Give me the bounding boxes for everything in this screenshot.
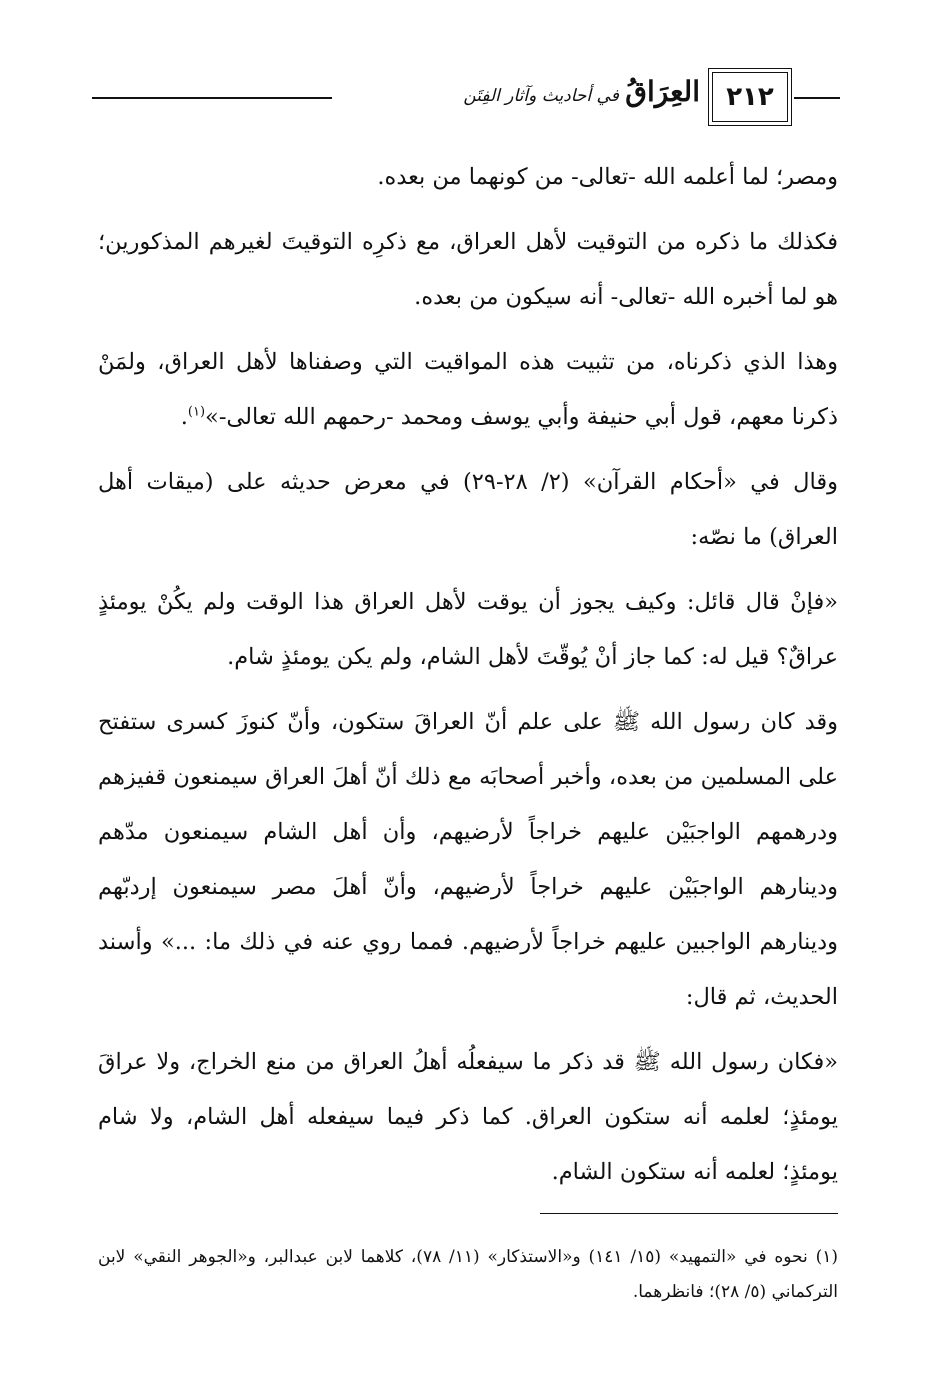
main-text [98,150,838,1200]
running-header [92,62,840,132]
page-number: ٢١٢ [712,72,788,122]
header-rule-left [92,97,332,99]
paragraph-1: ومصر؛ لما أعلمه الله -تعالى- من كونهما من بعده. [377,164,838,190]
page-number-box [708,68,792,126]
book-title-sub: في أحاديث وآثار الفِتَن [463,86,619,106]
book-title [334,72,700,116]
footnote-separator [540,1213,838,1214]
paragraph-4: وقال في «أحكام القرآن» (٢/ ٢٨-٢٩) في معرض حديثه على (ميقات أهل العراق) ما نصّه: [98,469,838,550]
paragraph-2: فكذلك ما ذكره من التوقيت لأهل العراق، مع ذكرِه التوقيتَ لغيرهم المذكورين؛ هو لما أخبره الله -تعالى- أنه سيكون من بعده. [98,229,838,310]
quote-paragraph-3: «فكان رسول الله ﷺ قد ذكر ما سيفعلُه أهلُ العراق من منع الخراج، ولا عراقَ يومئذٍ؛ لعلمه أنه ستكون العراق. كما ذكر فيما سيفعله أهل الشام، ولا شام يومئذٍ؛ لعلمه أنه ستكون الشام. [98,1049,838,1185]
footnote: (١) نحوه في «التمهيد» (١٥/ ١٤١) و«الاستذكار» (١١/ ٧٨)، كلاهما لابن عبدالبر، و«الجوهر النقي» لابن التركماني (٥/ ٢٨)؛ فانظرهما. [98,1247,838,1302]
quote-paragraph-1: «فإنْ قال قائل: وكيف يجوز أن يوقت لأهل العراق هذا الوقت ولم يكُنْ يومئذٍ عراقٌ؟ قيل له: كما جاز أنْ يُوقّتَ لأهل الشام، ولم يكن يومئذٍ شام. [98,589,838,670]
footnote-reference: (١) [187,404,206,420]
book-title-main: العِرَاقُ [625,75,700,108]
header-rule-right [794,97,840,99]
paragraph-3: وهذا الذي ذكرناه، من تثبيت هذه المواقيت التي وصفناها لأهل العراق، ولمَنْ ذكرنا معهم، قول أبي حنيفة وأبي يوسف ومحمد -رحمهم الله تعالى-»$^{(١)}$. [98,349,838,430]
quote-paragraph-2: وقد كان رسول الله ﷺ على علم أنّ العراقَ ستكون، وأنّ كنوزَ كسرى ستفتح على المسلمين من بعده، وأخبر أصحابَه مع ذلك أنّ أهلَ العراق سيمنعون قفيزهم ودرهمهم الواجبَيْن عليهم خراجاً لأرضيهم، وأن أهل الشام سيمنعون مدّهم ودينارهم الواجبَيْن عليهم خراجاً لأرضيهم، وأنّ أهلَ مصر سيمنعون إردبّهم ودينارهم الواجبين عليهم خراجاً لأرضيهم. فمما روي عنه في ذلك ما: ...» وأسند الحديث، ثم قال: [98,709,838,1010]
